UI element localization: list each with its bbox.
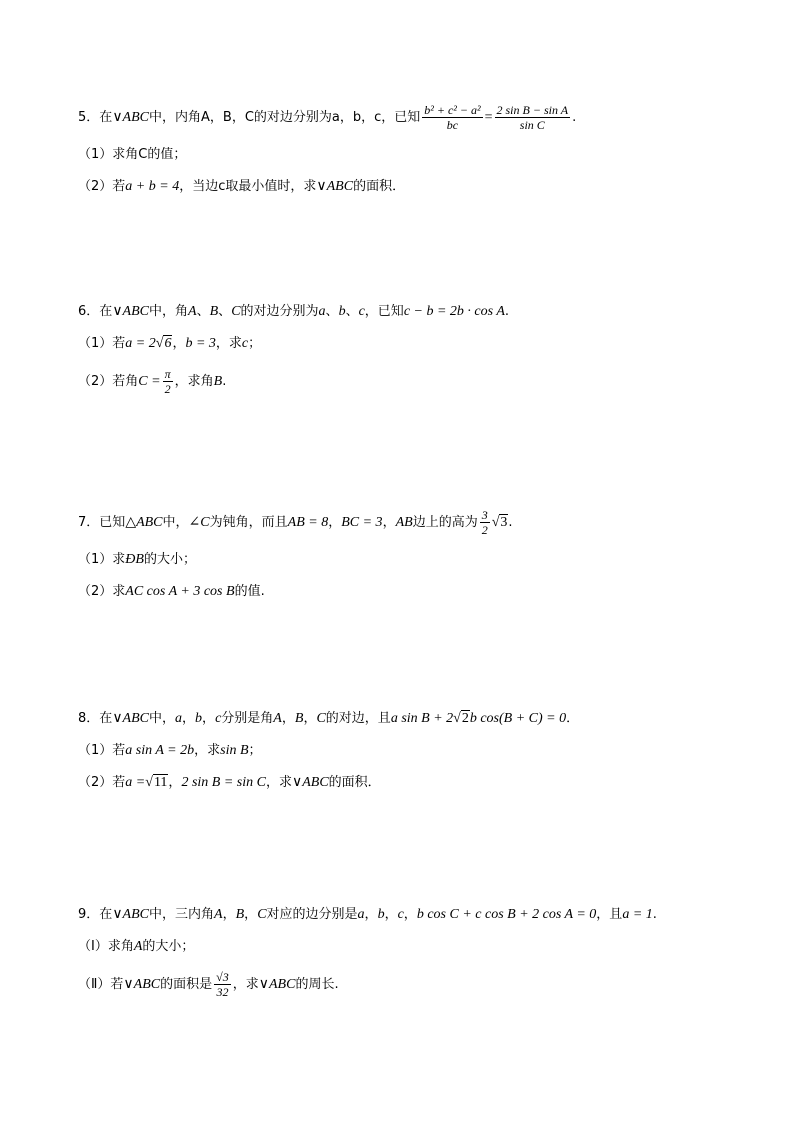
stem-text: ，	[382, 515, 396, 530]
stem-text: 分别是角	[221, 711, 274, 726]
stem-text: 中，	[162, 515, 189, 530]
stem-text: ．	[566, 711, 580, 726]
fraction	[214, 970, 231, 999]
part-text: ，求角	[174, 374, 214, 389]
part-text: ，	[172, 336, 186, 351]
var-a: a	[318, 304, 326, 319]
math-expression: 2 sin B = sin C	[181, 775, 266, 790]
part-text: ，	[168, 775, 182, 790]
math-expression: sin B	[220, 743, 249, 758]
math-expression: a sin B + 2	[390, 711, 454, 726]
var-A: A	[273, 711, 282, 726]
part-text: 求角	[107, 939, 134, 954]
sqrt: √6	[155, 336, 172, 351]
part-label: （1）	[78, 743, 113, 758]
part-text: 的面积是	[160, 977, 213, 992]
problem-5-stem: 5．在∨ABC中，内角A，B，C的对边分别为a，b，c，已知 $\frac{\text{b² + c² − a²}}{bc}$ = $\frac{\text{2 sin B − sin A}}{\text{sin C}}$ .	[78, 103, 577, 132]
problem-number: 7	[78, 515, 87, 530]
stem-text: 的对边，且	[325, 711, 391, 726]
part-label: （1）	[78, 552, 113, 567]
var-C: C	[231, 304, 241, 319]
math-expression: AB	[395, 515, 413, 530]
triangle-symbol: ∨ABC	[112, 304, 150, 319]
fraction-numerator: b² + c² − a²	[424, 103, 481, 117]
sqrt: √2	[453, 711, 469, 726]
part-text: 若	[112, 179, 126, 194]
stem-text: 边上的高为	[412, 515, 478, 530]
part-text: ；	[248, 336, 262, 351]
separator: 、	[218, 304, 232, 319]
part-label: （2）	[78, 584, 113, 599]
var-A: A	[214, 907, 223, 922]
stem-text: ，已知	[364, 304, 404, 319]
math-expression: BC = 3	[341, 515, 383, 530]
problem-9	[78, 906, 728, 999]
var-a: a	[357, 907, 365, 922]
part-label: （1）	[78, 147, 113, 162]
radicand: 2	[461, 711, 469, 726]
var-c: c	[397, 907, 404, 922]
triangle-symbol: ∨ABC	[291, 775, 329, 790]
stem-text: 在	[99, 907, 113, 922]
problem-number: 6	[78, 304, 87, 319]
math-expression: b = 3	[185, 336, 216, 351]
stem-text: .	[572, 110, 577, 125]
fraction-denominator: sin C	[519, 118, 545, 132]
var-c: c	[358, 304, 365, 319]
stem-text: 已知	[99, 515, 126, 530]
part-text: ；	[248, 743, 262, 758]
part-label: （2）	[78, 179, 113, 194]
problem-number: 9	[78, 907, 87, 922]
stem-text: 中，角	[149, 304, 189, 319]
fraction-denominator: 2	[481, 523, 488, 537]
angle-symbol: ∠C	[188, 515, 210, 530]
part-text: ，求	[194, 743, 221, 758]
part-label: （1）	[78, 336, 113, 351]
stem-text: .	[508, 515, 513, 530]
var-A: A	[188, 304, 197, 319]
problem-8	[78, 710, 728, 792]
problem-7-part-1	[78, 551, 728, 569]
sqrt: √3	[491, 515, 508, 530]
part-label: （2）	[78, 374, 113, 389]
fraction-denominator: 2	[164, 382, 171, 396]
part-text: 若	[112, 743, 126, 758]
fraction-numerator: 3	[481, 508, 488, 522]
math-expression: a = 2	[125, 336, 156, 351]
part-text: 的周长.	[295, 977, 339, 992]
triangle-symbol: ∨ABC	[258, 977, 296, 992]
stem-text: .	[652, 907, 657, 922]
stem-text: ，且	[596, 907, 623, 922]
fraction-denominator: 32	[216, 985, 229, 999]
triangle-symbol: ∨ABC	[316, 179, 354, 194]
var-C: C	[316, 711, 326, 726]
math-expression: c − b = 2b · cos A	[403, 304, 505, 319]
part-text: 求	[112, 552, 126, 567]
var-a: a	[175, 711, 183, 726]
part-text: 若角	[112, 374, 139, 389]
part-text: ，当边c取最小值时，求	[179, 179, 317, 194]
part-text: 求	[112, 584, 126, 599]
part-text: 求角C的值；	[112, 147, 187, 162]
math-expression: a = 1	[622, 907, 653, 922]
problem-5-part-1	[78, 146, 728, 164]
var-B: B	[294, 711, 304, 726]
var-b: b	[338, 304, 346, 319]
var-c: c	[215, 711, 222, 726]
problem-8-stem: 8．在∨ABC中，a，b，c分别是角A，B，C的对边，且a sin B + 2√2b cos(B + C) = 0．	[78, 711, 580, 726]
fraction	[495, 103, 571, 132]
math-expression: a + b = 4	[125, 179, 180, 194]
math-expression: ÐB	[125, 552, 144, 567]
stem-text: 在	[99, 110, 113, 125]
var-B: B	[235, 907, 245, 922]
part-text: 若	[112, 775, 126, 790]
fraction-denominator: bc	[446, 118, 459, 132]
problem-8-part-2	[78, 774, 728, 792]
math-expression: AB = 8	[287, 515, 329, 530]
part-label: （Ⅱ）	[78, 977, 111, 992]
stem-text: 为钝角，而且	[209, 515, 288, 530]
triangle-symbol: △ABC	[125, 515, 163, 530]
stem-text: .	[504, 304, 510, 319]
triangle-symbol: ∨ABC	[112, 110, 150, 125]
sqrt: √11	[145, 775, 168, 790]
part-label: （2）	[78, 775, 113, 790]
var-c: c	[241, 336, 249, 351]
problem-9-stem: 9．在∨ABC中，三内角A，B，C对应的边分别是a，b，c，b cos C + c cos B + 2 cos A = 0，且a = 1.	[78, 907, 657, 922]
stem-text: 在	[99, 711, 113, 726]
radicand: 6	[164, 336, 172, 351]
fraction	[163, 367, 173, 396]
problem-6-part-1	[78, 335, 728, 353]
fraction-numerator: √3	[216, 970, 229, 984]
var-b: b	[195, 711, 203, 726]
math-expression: b cos(B + C) = 0	[469, 711, 567, 726]
part-text: 的大小；	[143, 552, 196, 567]
stem-text: 对应的边分别是	[266, 907, 358, 922]
part-text: 的面积．	[328, 775, 381, 790]
radicand: 3	[500, 515, 508, 530]
equals-sign: =	[484, 110, 493, 125]
var-C: C	[257, 907, 267, 922]
part-text: 的大小；	[142, 939, 195, 954]
stem-text: 在	[99, 304, 113, 319]
var-B: B	[209, 304, 219, 319]
fraction	[480, 508, 490, 537]
stem-text: 中，内角A，B，C的对边分别为a，b，c，已知	[149, 110, 421, 125]
math-expression: b cos C + c cos B + 2 cos A = 0	[416, 907, 597, 922]
triangle-symbol: ∨ABC	[112, 711, 150, 726]
problem-6	[78, 303, 728, 396]
math-expression: C =	[138, 374, 161, 389]
math-expression: a =	[125, 775, 146, 790]
problem-9-part-1	[78, 938, 728, 956]
part-text: ，求	[215, 336, 242, 351]
problem-number: 5	[78, 110, 87, 125]
part-text: 若	[112, 336, 126, 351]
problem-6-stem: 6．在∨ABC中，角A、B、C的对边分别为a、b、c，已知c − b = 2b · cos A.	[78, 304, 510, 319]
var-A: A	[133, 939, 143, 954]
triangle-symbol: ∨ABC	[123, 977, 161, 992]
var-b: b	[377, 907, 385, 922]
stem-text: 中，三内角	[149, 907, 215, 922]
math-expression: a sin A = 2b	[125, 743, 195, 758]
fraction-numerator: 2 sin B − sin A	[496, 103, 569, 117]
stem-text: 中，	[149, 711, 176, 726]
part-text: 的值.	[234, 584, 265, 599]
math-expression: AC cos A + 3 cos B	[125, 584, 235, 599]
part-text: ，求	[232, 977, 259, 992]
problem-9-part-2	[78, 970, 728, 999]
stem-text: ，	[403, 907, 417, 922]
part-text: 若	[110, 977, 124, 992]
problem-8-part-1	[78, 742, 728, 760]
problem-7	[78, 508, 728, 601]
fraction	[422, 103, 482, 132]
problem-7-part-2	[78, 583, 728, 601]
var-B: B	[213, 374, 223, 389]
separator: ，	[328, 515, 342, 530]
problem-7-stem: 7．已知△ABC中，∠C为钝角，而且AB = 8，BC = 3，AB边上的高为 $\frac{3}{2}$ √3.	[78, 508, 513, 537]
fraction-numerator: π	[164, 367, 171, 381]
part-label: （Ⅰ）	[78, 939, 108, 954]
problem-5-part-2	[78, 178, 728, 196]
part-text: .	[222, 374, 227, 389]
problem-6-part-2	[78, 367, 728, 396]
problem-5	[78, 103, 728, 196]
radicand: 11	[153, 775, 168, 790]
stem-text: 的对边分别为	[240, 304, 319, 319]
triangle-symbol: ∨ABC	[112, 907, 150, 922]
separator: 、	[196, 304, 210, 319]
problem-number: 8	[78, 711, 87, 726]
part-text: ，求	[265, 775, 292, 790]
part-text: 的面积．	[353, 179, 406, 194]
